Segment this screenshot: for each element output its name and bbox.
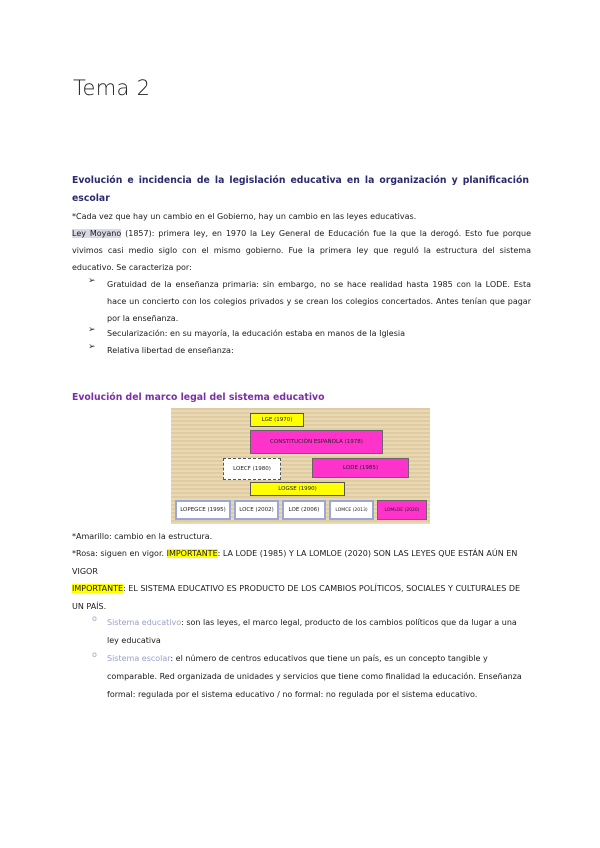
definition-term: Sistema escolar	[107, 654, 171, 663]
ley-moyano-paragraph	[72, 225, 531, 276]
definition-text: : el número de centros educativos que tiene un país, es un concepto tangible y comparable. Red organizada de unidades y servicios que tiene como finalidad la educación. Enseñanza formal: regulada por el sistema educativo / no formal: no regulada por el sistema educativo.	[107, 654, 522, 699]
legal-framework-diagram	[171, 408, 430, 524]
definition-item	[107, 614, 531, 650]
arrow-bullet-icon: ➢	[88, 342, 96, 352]
importante-text: : LA LODE (1985) Y LA LOMLOE (2020) SON LAS LEYES QUE ESTÁN AÚN EN VIGOR	[72, 549, 518, 576]
diagram-loe: LOE (2006)	[282, 500, 326, 520]
diagram-lomce: LOMCE (2013)	[329, 500, 374, 520]
bullet-item: Relativa libertad de enseñanza:	[107, 346, 234, 355]
diagram-logse: LOGSE (1990)	[250, 482, 345, 496]
note-rosa-prefix: *Rosa: siguen en vigor.	[72, 549, 167, 558]
diagram-lge: LGE (1970)	[250, 413, 304, 427]
circle-bullet-icon: o	[92, 650, 97, 659]
definition-item	[107, 650, 531, 704]
importante-label: IMPORTANTE	[72, 584, 124, 593]
bullet-item: Gratuidad de la enseñanza primaria: sin embargo, no se hace realidad hasta 1985 con la LODE. Esta hace un concierto con los colegios privados y se crean los colegios concertados. Antes tenían que pagar por la enseñanza.	[107, 280, 531, 323]
section-heading: Evolución e incidencia de la legislación educativa en la organización y planificación escolar	[72, 175, 529, 204]
arrow-bullet-icon: ➢	[88, 276, 96, 286]
ley-moyano-text: (1857): primera ley, en 1970 la Ley General de Educación fue la que la derogó. Esto fue porque vivimos casi medio siglo con el mismo gobierno. Fue la primera ley que reguló la estructura del sistema educativo. Se caracteriza por:	[72, 229, 531, 272]
diagram-loecf: LOECF (1980)	[223, 458, 281, 480]
importante-paragraph	[72, 580, 532, 616]
diagram-lomloe: LOMLOE (2020)	[377, 500, 427, 520]
diagram-constitucion: CONSTITUCIÓN ESPAÑOLA (1978)	[250, 430, 383, 454]
note-rosa	[72, 545, 532, 581]
ley-moyano-label: Ley Moyano	[72, 229, 122, 238]
definition-term: Sistema educativo	[107, 618, 182, 627]
note-amarillo: *Amarillo: cambio en la estructura.	[72, 532, 213, 541]
intro-line: *Cada vez que hay un cambio en el Gobierno, hay un cambio en las leyes educativas.	[72, 212, 417, 221]
circle-bullet-icon: o	[92, 614, 97, 623]
bullet-item: Secularización: en su mayoría, la educación estaba en manos de la Iglesia	[107, 329, 405, 338]
definition-text: : son las leyes, el marco legal, producto de los cambios políticos que da lugar a una ley educativa	[107, 618, 517, 645]
page-title: Tema 2	[73, 76, 151, 100]
importante-text: : EL SISTEMA EDUCATIVO ES PRODUCTO DE LOS CAMBIOS POLÍTICOS, SOCIALES Y CULTURALES DE UN PAÍS.	[72, 584, 521, 611]
arrow-bullet-icon: ➢	[88, 325, 96, 335]
diagram-loce: LOCE (2002)	[234, 500, 279, 520]
diagram-lode: LODE (1985)	[312, 458, 409, 478]
diagram-lopegce: LOPEGCE (1995)	[175, 500, 231, 520]
legal-framework-heading: Evolución del marco legal del sistema educativo	[72, 392, 325, 403]
importante-label: IMPORTANTE	[166, 549, 218, 558]
